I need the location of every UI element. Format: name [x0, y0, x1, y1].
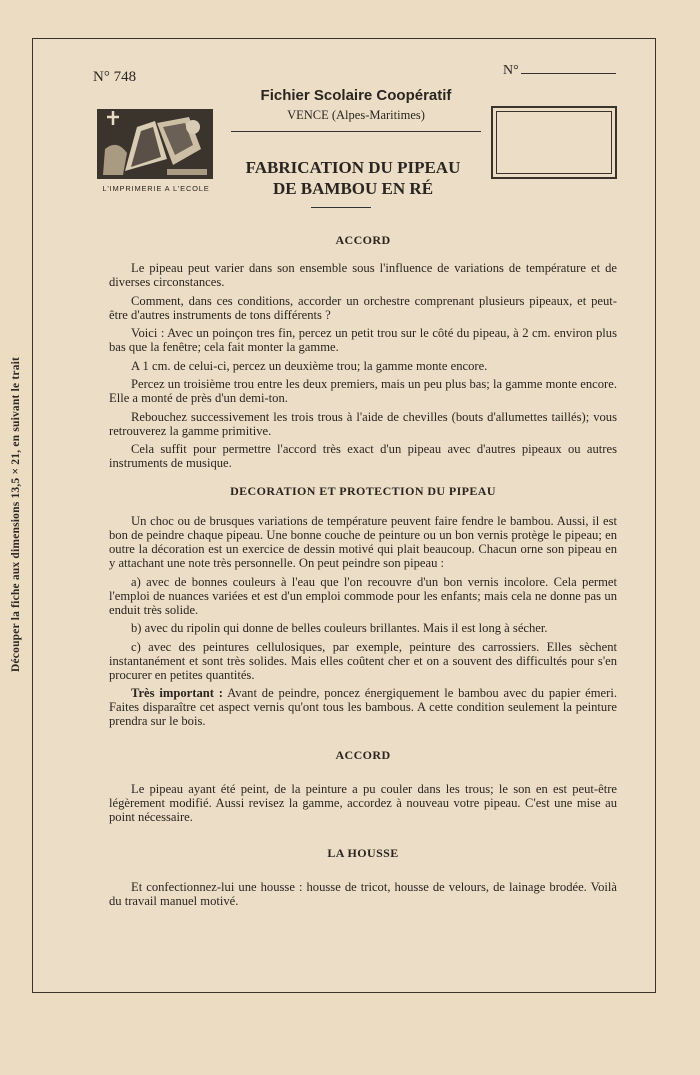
- paragraph: Cela suffit pour permettre l'accord très exact d'un pipeau avec d'autres pipeaux ou autres instruments de musique.: [109, 442, 617, 470]
- paragraph: Un choc ou de brusques variations de température peuvent faire fendre le bambou. Aussi, il est bon de peindre chaque pipeau. Une bonne couche de peinture ou un bon vernis protège le pipeau; en outre la décoration est un exercice de dessin motivé qui plait beaucoup. Chacun orne son pipeau en y attachant une note très personnelle. On peut peindre son pipeau :: [109, 514, 617, 570]
- card-number-blank: N°: [503, 63, 616, 79]
- paragraph: Le pipeau peut varier dans son ensemble sous l'influence de variations de température et de diverses circonstances.: [109, 261, 617, 289]
- card-number: N° 748: [93, 69, 137, 85]
- school-card-sheet: [32, 38, 656, 993]
- paragraph: Et confectionnez-lui une housse : housse de tricot, housse de velours, de lainage brodée. Voilà du travail manuel motivé.: [109, 880, 617, 908]
- organization-block: [231, 87, 481, 123]
- paragraph-important: [109, 686, 617, 728]
- paragraph: A 1 cm. de celui-ci, percez un deuxième trou; la gamme monte encore.: [131, 358, 488, 373]
- paragraph: Percez un troisième trou entre les deux premiers, mais un peu plus bas; la gamme monte encore. Elle a monté de près d'un demi-ton.: [109, 377, 617, 405]
- paragraph: Voici : Avec un poinçon tres fin, percez un petit trou sur le côté du pipeau, à 2 cm. environ plus bas que la fenêtre; cela fait monter la gamme.: [109, 326, 617, 354]
- paragraph: c) avec des peintures cellulosiques, par exemple, peinture des carrossiers. Elles sèchent instantanément et sont très solides. Mais elles coûtent cher et on a souvent des difficultés pour s'en procurer en petites quantités.: [109, 639, 617, 682]
- section-heading-accord: ACCORD: [335, 233, 391, 247]
- paragraph: Comment, dans ces conditions, accorder un orchestre comprenant plusieurs pipeaux, et peut-être d'autres instruments de tons différents ?: [109, 293, 617, 322]
- paragraph: Rebouchez successivement les trois trous à l'aide de chevilles (bouts d'allumettes taillés); vous retrouverez la gamme primitive.: [109, 409, 617, 438]
- section-heading-housse: LA HOUSSE: [327, 846, 399, 860]
- title-line-1: FABRICATION DU PIPEAU: [245, 158, 461, 177]
- org-location: VENCE (Alpes-Maritimes): [287, 108, 425, 122]
- section-heading-decoration: DECORATION ET PROTECTION DU PIPEAU: [230, 484, 496, 498]
- title-divider: [311, 207, 371, 208]
- org-name: Fichier Scolaire Coopératif: [260, 87, 452, 104]
- paragraph: a) avec de bonnes couleurs à l'eau que l'on recouvre d'un bon vernis incolore. Cela permet l'emploi de nuances variées et est d'un emploi commode pour les enfants; mais cela ne donne pas un enduit très solide.: [109, 574, 617, 617]
- org-divider: [231, 131, 481, 132]
- classification-box: [491, 106, 617, 179]
- section-heading-accord-2: ACCORD: [335, 748, 391, 762]
- paragraph: Le pipeau ayant été peint, de la peinture a pu couler dans les trous; le son en est peut-être légèrement modifié. Aussi revisez la gamme, accordez à nouveau votre pipeau. C'est une mise au point nécessaire.: [109, 782, 617, 824]
- logo-caption: L'IMPRIMERIE A L'ECOLE: [102, 184, 210, 193]
- important-text: Avant de peindre, poncez énergiquement le bambou avec du papier émeri. Faites disparaître cet aspect vernis qu'ont tous les bambous. A cette condition seulement la peinture prendra sur le bois.: [109, 686, 617, 728]
- card-body: [109, 233, 617, 913]
- title-line-2: DE BAMBOU EN RÉ: [272, 179, 434, 198]
- page-title: [223, 157, 483, 199]
- important-label: Très important :: [131, 686, 223, 700]
- paragraph: b) avec du ripolin qui donne de belles couleurs brillantes. Mais il est long à sécher.: [131, 621, 548, 635]
- cutting-instruction: Découper la fiche aux dimensions 13,5 × 21, en suivant le trait: [10, 356, 22, 672]
- printing-press-logo-image: [97, 109, 213, 179]
